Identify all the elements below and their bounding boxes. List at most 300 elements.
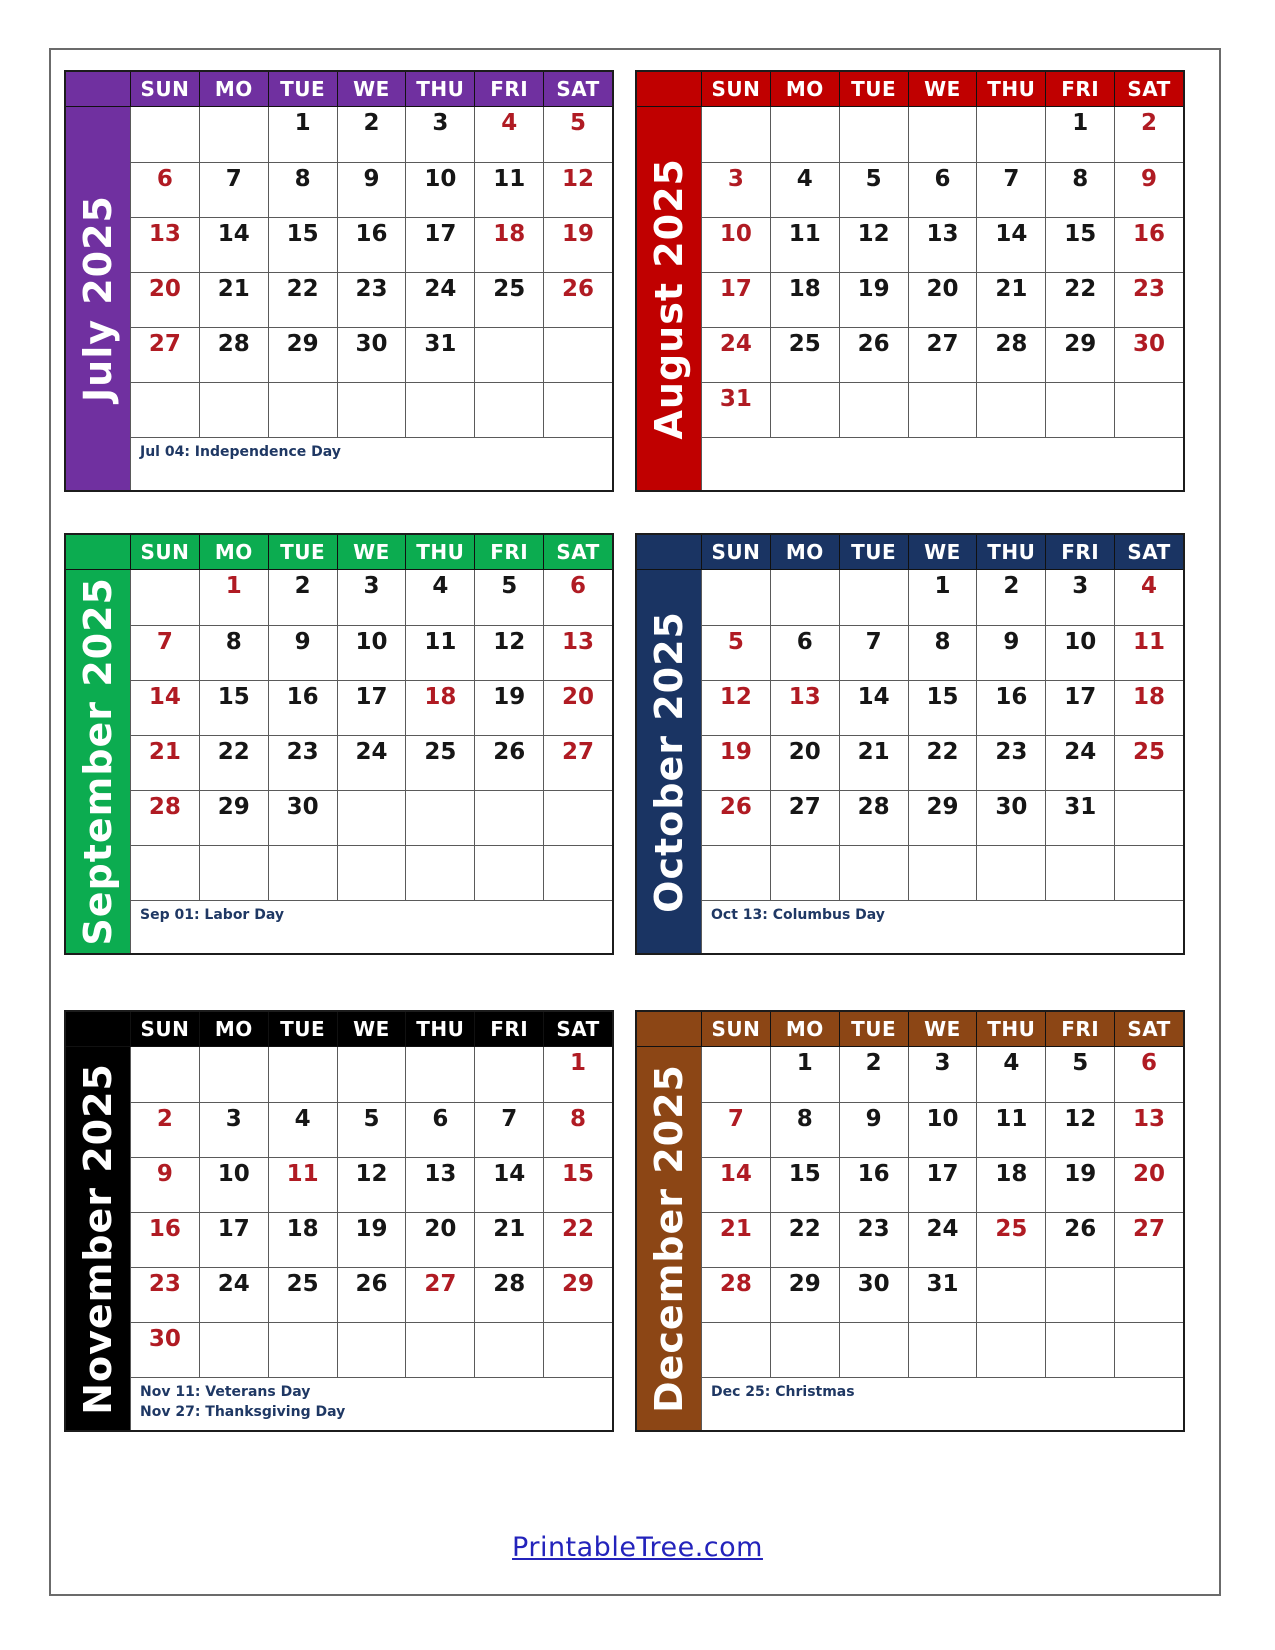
empty-cell [405, 845, 474, 900]
date-cell [976, 790, 1045, 845]
date-cell [701, 625, 770, 680]
date-cell [908, 1212, 977, 1267]
date-cell [701, 790, 770, 845]
holiday-note: Nov 11: Veterans Day [140, 1384, 311, 1400]
month-footer [701, 437, 1183, 490]
date-cell [1114, 680, 1183, 735]
date-cell [701, 162, 770, 217]
date-cell [976, 327, 1045, 382]
date-cell [1045, 107, 1114, 162]
date-number: 2 [1003, 573, 1020, 599]
date-cell [701, 1212, 770, 1267]
date-number: 1 [1072, 110, 1089, 136]
weekday-header-fri: FRI [1045, 535, 1114, 570]
date-number: 24 [1064, 739, 1097, 765]
date-cell [839, 1047, 908, 1102]
date-number: 24 [719, 331, 752, 357]
date-number: 26 [719, 794, 752, 820]
date-cell [908, 217, 977, 272]
date-cell [405, 1102, 474, 1157]
month-title: December 2025 [647, 1064, 691, 1413]
weekday-header-thu: THU [405, 72, 474, 107]
date-cell [130, 625, 199, 680]
date-number: 11 [1133, 629, 1166, 655]
date-cell [701, 217, 770, 272]
date-cell [543, 1157, 612, 1212]
date-cell [976, 735, 1045, 790]
date-number: 18 [424, 684, 457, 710]
date-number: 6 [432, 1106, 449, 1132]
weekday-header-tue: TUE [268, 1012, 337, 1047]
empty-cell [474, 790, 543, 845]
date-number: 3 [1072, 573, 1089, 599]
empty-cell [405, 382, 474, 437]
date-cell [543, 1047, 612, 1102]
date-cell [770, 1267, 839, 1322]
corner-cell [66, 535, 130, 570]
date-number: 11 [286, 1161, 319, 1187]
date-number: 29 [1064, 331, 1097, 357]
weekday-header-sun: SUN [701, 535, 770, 570]
empty-cell [268, 845, 337, 900]
date-cell [268, 625, 337, 680]
holiday-note: Dec 25: Christmas [711, 1384, 855, 1400]
date-number: 30 [857, 1271, 890, 1297]
corner-cell [637, 72, 701, 107]
date-cell [543, 217, 612, 272]
date-cell [268, 1102, 337, 1157]
date-cell [405, 1212, 474, 1267]
date-number: 29 [788, 1271, 821, 1297]
date-cell [268, 1157, 337, 1212]
date-cell [405, 327, 474, 382]
date-number: 29 [217, 794, 250, 820]
date-cell [1045, 1157, 1114, 1212]
month-title: October 2025 [647, 610, 691, 913]
date-cell [199, 272, 268, 327]
date-cell [908, 327, 977, 382]
date-number: 4 [501, 110, 518, 136]
date-cell [130, 1322, 199, 1377]
date-number: 25 [286, 1271, 319, 1297]
date-cell [976, 162, 1045, 217]
date-number: 15 [217, 684, 250, 710]
empty-cell [908, 845, 977, 900]
date-number: 18 [788, 276, 821, 302]
date-number: 5 [501, 573, 518, 599]
date-cell [1114, 162, 1183, 217]
date-number: 14 [148, 684, 181, 710]
date-number: 11 [493, 166, 526, 192]
date-number: 14 [995, 221, 1028, 247]
date-number: 22 [217, 739, 250, 765]
empty-cell [976, 845, 1045, 900]
weekday-header-mo: MO [770, 72, 839, 107]
empty-cell [543, 845, 612, 900]
date-number: 30 [1133, 331, 1166, 357]
date-number: 25 [493, 276, 526, 302]
date-cell [543, 735, 612, 790]
date-number: 12 [857, 221, 890, 247]
weekday-header-fri: FRI [474, 72, 543, 107]
date-cell [908, 680, 977, 735]
date-number: 21 [995, 276, 1028, 302]
date-number: 13 [788, 684, 821, 710]
date-number: 6 [1141, 1050, 1158, 1076]
date-number: 18 [1133, 684, 1166, 710]
date-number: 16 [148, 1216, 181, 1242]
weekday-header-sun: SUN [130, 535, 199, 570]
date-cell [543, 1267, 612, 1322]
month-calendar-december-2025 [635, 1010, 1185, 1432]
date-number: 18 [493, 221, 526, 247]
date-number: 1 [570, 1050, 587, 1076]
date-cell [199, 1267, 268, 1322]
date-cell [474, 1102, 543, 1157]
empty-cell [839, 1322, 908, 1377]
weekday-header-mo: MO [199, 72, 268, 107]
date-cell [199, 790, 268, 845]
empty-cell [701, 107, 770, 162]
date-number: 26 [493, 739, 526, 765]
date-number: 9 [363, 166, 380, 192]
date-number: 15 [562, 1161, 595, 1187]
empty-cell [770, 570, 839, 625]
date-cell [770, 1157, 839, 1212]
weekday-header-sun: SUN [701, 1012, 770, 1047]
date-number: 4 [796, 166, 813, 192]
brand-link[interactable]: PrintableTree.com [512, 1532, 763, 1563]
empty-cell [130, 382, 199, 437]
empty-cell [701, 1047, 770, 1102]
date-number: 10 [1064, 629, 1097, 655]
date-cell [770, 162, 839, 217]
date-cell [474, 217, 543, 272]
date-number: 3 [934, 1050, 951, 1076]
empty-cell [474, 327, 543, 382]
empty-cell [130, 1047, 199, 1102]
date-cell [908, 272, 977, 327]
empty-cell [839, 845, 908, 900]
holiday-note: Nov 27: Thanksgiving Day [140, 1403, 346, 1420]
empty-cell [130, 107, 199, 162]
weekday-header-sun: SUN [130, 1012, 199, 1047]
date-cell [908, 625, 977, 680]
weekday-header-thu: THU [976, 535, 1045, 570]
date-cell [976, 1047, 1045, 1102]
weekday-header-mo: MO [199, 1012, 268, 1047]
date-cell [199, 625, 268, 680]
date-cell [130, 680, 199, 735]
month-footer [701, 1377, 1183, 1430]
empty-cell [337, 845, 406, 900]
month-band [66, 1047, 130, 1430]
empty-cell [405, 1047, 474, 1102]
weekday-header-sun: SUN [701, 72, 770, 107]
date-cell [130, 1102, 199, 1157]
date-cell [1114, 217, 1183, 272]
empty-cell [199, 845, 268, 900]
date-cell [1045, 680, 1114, 735]
empty-cell [1114, 845, 1183, 900]
weekday-header-sat: SAT [1114, 1012, 1183, 1047]
date-cell [199, 680, 268, 735]
date-cell [199, 1102, 268, 1157]
weekday-header-sun: SUN [130, 72, 199, 107]
corner-cell [66, 1012, 130, 1047]
date-number: 21 [719, 1216, 752, 1242]
date-cell [405, 1157, 474, 1212]
empty-cell [268, 1322, 337, 1377]
date-number: 28 [148, 794, 181, 820]
date-number: 14 [719, 1161, 752, 1187]
date-number: 27 [424, 1271, 457, 1297]
empty-cell [199, 1047, 268, 1102]
date-cell [770, 272, 839, 327]
date-number: 28 [719, 1271, 752, 1297]
weekday-header-thu: THU [976, 1012, 1045, 1047]
date-cell [474, 107, 543, 162]
date-number: 3 [363, 573, 380, 599]
date-number: 28 [493, 1271, 526, 1297]
date-number: 7 [1003, 166, 1020, 192]
date-cell [543, 162, 612, 217]
date-cell [130, 1267, 199, 1322]
date-cell [908, 735, 977, 790]
empty-cell [976, 107, 1045, 162]
date-cell [770, 735, 839, 790]
date-number: 27 [926, 331, 959, 357]
date-number: 27 [148, 331, 181, 357]
month-calendar-july-2025 [64, 70, 614, 492]
date-number: 4 [1003, 1050, 1020, 1076]
date-number: 14 [493, 1161, 526, 1187]
date-number: 2 [294, 573, 311, 599]
month-footer [701, 900, 1183, 953]
date-cell [268, 162, 337, 217]
date-number: 7 [156, 629, 173, 655]
date-number: 9 [1141, 166, 1158, 192]
weekday-header-fri: FRI [1045, 72, 1114, 107]
date-cell [1045, 272, 1114, 327]
date-number: 1 [796, 1050, 813, 1076]
date-cell [1114, 107, 1183, 162]
empty-cell [701, 845, 770, 900]
empty-cell [405, 1322, 474, 1377]
date-number: 4 [1141, 573, 1158, 599]
date-number: 29 [562, 1271, 595, 1297]
empty-cell [976, 382, 1045, 437]
date-number: 3 [225, 1106, 242, 1132]
date-number: 6 [156, 166, 173, 192]
empty-cell [1045, 1322, 1114, 1377]
date-number: 10 [719, 221, 752, 247]
empty-cell [337, 382, 406, 437]
date-cell [337, 680, 406, 735]
date-cell [130, 1212, 199, 1267]
brand-footer [0, 1532, 1275, 1563]
date-number: 17 [719, 276, 752, 302]
date-number: 7 [225, 166, 242, 192]
date-cell [1114, 625, 1183, 680]
date-number: 20 [424, 1216, 457, 1242]
date-cell [1045, 735, 1114, 790]
date-cell [839, 272, 908, 327]
date-number: 23 [995, 739, 1028, 765]
weekday-header-tue: TUE [268, 72, 337, 107]
month-calendar-november-2025 [64, 1010, 614, 1432]
weekday-header-fri: FRI [474, 1012, 543, 1047]
date-cell [337, 1267, 406, 1322]
date-number: 15 [926, 684, 959, 710]
weekday-header-we: WE [908, 1012, 977, 1047]
date-cell [405, 680, 474, 735]
date-cell [543, 1212, 612, 1267]
empty-cell [770, 382, 839, 437]
weekday-header-we: WE [337, 72, 406, 107]
date-number: 8 [570, 1106, 587, 1132]
date-number: 24 [355, 739, 388, 765]
weekday-header-thu: THU [405, 535, 474, 570]
corner-cell [66, 72, 130, 107]
date-number: 16 [995, 684, 1028, 710]
date-number: 13 [424, 1161, 457, 1187]
date-cell [976, 217, 1045, 272]
date-number: 27 [1133, 1216, 1166, 1242]
date-cell [976, 272, 1045, 327]
date-number: 30 [995, 794, 1028, 820]
empty-cell [1114, 1267, 1183, 1322]
date-cell [268, 570, 337, 625]
date-number: 12 [562, 166, 595, 192]
date-cell [908, 790, 977, 845]
empty-cell [268, 1047, 337, 1102]
date-number: 26 [1064, 1216, 1097, 1242]
date-cell [976, 680, 1045, 735]
empty-cell [543, 382, 612, 437]
date-cell [474, 570, 543, 625]
month-footer [130, 1377, 612, 1430]
date-number: 26 [355, 1271, 388, 1297]
date-number: 21 [217, 276, 250, 302]
empty-cell [474, 845, 543, 900]
date-cell [405, 1267, 474, 1322]
date-number: 31 [424, 331, 457, 357]
date-cell [839, 680, 908, 735]
date-cell [1114, 1102, 1183, 1157]
date-cell [405, 625, 474, 680]
weekday-header-sat: SAT [543, 72, 612, 107]
holiday-note: Jul 04: Independence Day [140, 444, 341, 460]
date-cell [474, 162, 543, 217]
empty-cell [1114, 1322, 1183, 1377]
date-number: 19 [719, 739, 752, 765]
date-number: 6 [934, 166, 951, 192]
date-number: 21 [857, 739, 890, 765]
date-cell [268, 735, 337, 790]
date-cell [1114, 1047, 1183, 1102]
empty-cell [1045, 845, 1114, 900]
date-number: 14 [857, 684, 890, 710]
empty-cell [908, 382, 977, 437]
weekday-header-tue: TUE [839, 1012, 908, 1047]
date-number: 20 [1133, 1161, 1166, 1187]
date-cell [268, 1267, 337, 1322]
date-number: 19 [493, 684, 526, 710]
date-cell [976, 1102, 1045, 1157]
month-title: September 2025 [76, 577, 120, 946]
date-number: 25 [788, 331, 821, 357]
weekday-header-thu: THU [405, 1012, 474, 1047]
corner-cell [637, 535, 701, 570]
month-calendar-august-2025 [635, 70, 1185, 492]
date-number: 12 [1064, 1106, 1097, 1132]
date-number: 9 [865, 1106, 882, 1132]
date-number: 7 [727, 1106, 744, 1132]
date-cell [130, 272, 199, 327]
empty-cell [199, 107, 268, 162]
date-number: 17 [424, 221, 457, 247]
date-number: 6 [796, 629, 813, 655]
month-title: July 2025 [76, 195, 120, 402]
date-number: 5 [570, 110, 587, 136]
date-number: 18 [286, 1216, 319, 1242]
date-number: 13 [1133, 1106, 1166, 1132]
date-number: 16 [857, 1161, 890, 1187]
date-cell [839, 735, 908, 790]
date-number: 23 [286, 739, 319, 765]
empty-cell [976, 1322, 1045, 1377]
date-cell [770, 1102, 839, 1157]
date-number: 23 [1133, 276, 1166, 302]
date-cell [770, 217, 839, 272]
date-cell [474, 1267, 543, 1322]
date-number: 24 [926, 1216, 959, 1242]
date-number: 22 [286, 276, 319, 302]
date-number: 14 [217, 221, 250, 247]
date-cell [1045, 162, 1114, 217]
date-cell [839, 625, 908, 680]
date-number: 19 [562, 221, 595, 247]
date-number: 10 [217, 1161, 250, 1187]
date-cell [268, 217, 337, 272]
date-cell [130, 1157, 199, 1212]
date-number: 13 [562, 629, 595, 655]
date-cell [1114, 735, 1183, 790]
date-number: 8 [1072, 166, 1089, 192]
weekday-header-tue: TUE [839, 535, 908, 570]
date-cell [337, 1102, 406, 1157]
date-cell [405, 217, 474, 272]
date-number: 19 [857, 276, 890, 302]
weekday-header-mo: MO [770, 535, 839, 570]
date-number: 8 [934, 629, 951, 655]
date-cell [337, 1157, 406, 1212]
date-number: 26 [562, 276, 595, 302]
empty-cell [770, 1322, 839, 1377]
empty-cell [1045, 382, 1114, 437]
empty-cell [839, 570, 908, 625]
date-cell [839, 1267, 908, 1322]
date-number: 9 [294, 629, 311, 655]
date-cell [976, 1157, 1045, 1212]
date-number: 5 [363, 1106, 380, 1132]
date-number: 20 [562, 684, 595, 710]
empty-cell [337, 1047, 406, 1102]
date-cell [130, 162, 199, 217]
date-number: 25 [1133, 739, 1166, 765]
date-number: 27 [562, 739, 595, 765]
